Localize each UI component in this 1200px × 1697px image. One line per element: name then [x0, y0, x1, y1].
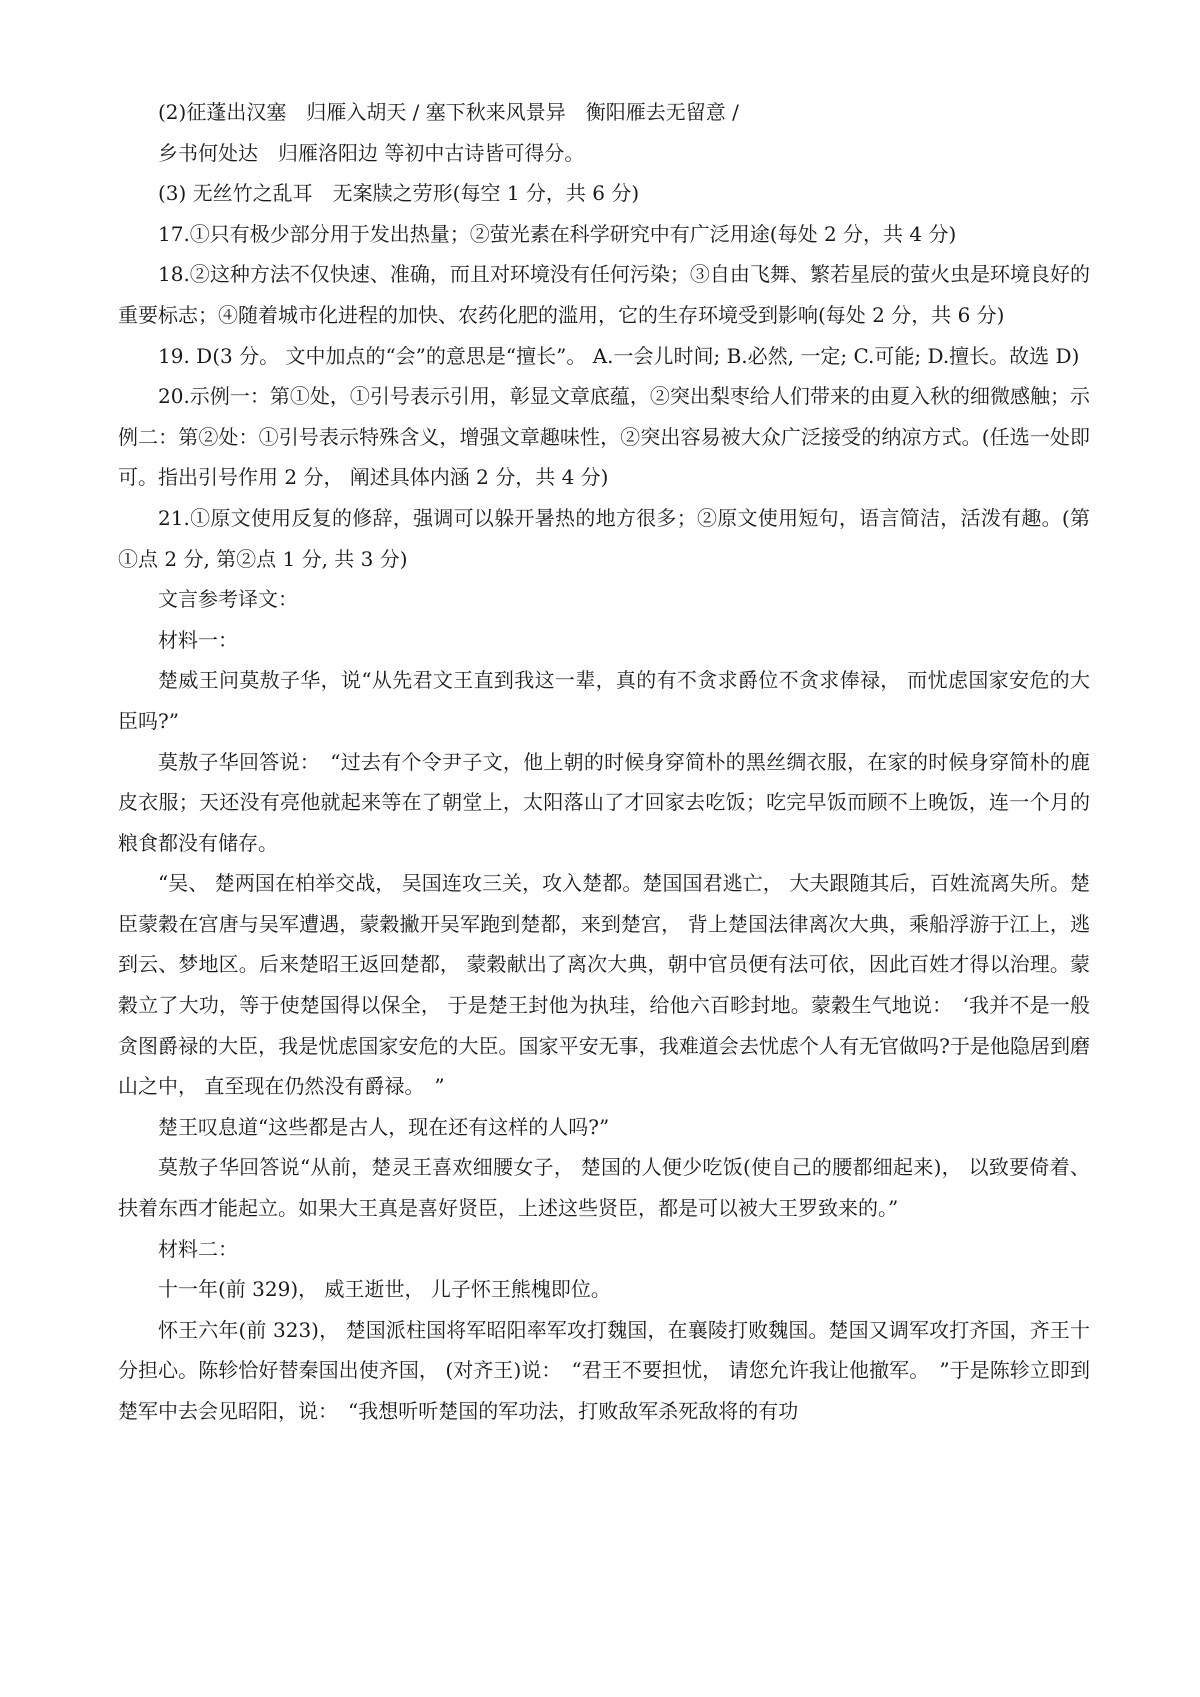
translation-paragraph: “吴、 楚两国在柏举交战， 吴国连攻三关，攻入楚都。楚国国君逃亡， 大夫跟随其后，百姓流离失所。楚臣蒙穀在宫唐与吴军遭遇，蒙穀撇开吴军跑到楚都，来到楚宫， 背上楚国法律离次大典，乘船浮游于江上，逃到云、梦地区。后来楚昭王返回楚都， 蒙穀献出了离次大典，朝中官员便有法可依，因此百姓才得以治理。蒙穀立了大功，等于使楚国得以保全， 于是楚王封他为执珪，给他六百畛封地。蒙穀生气地说： ‘我并不是一般贪图爵禄的大臣，我是忧虑国家安危的大臣。国家平安无事，我难道会去忧虑个人有无官做吗?于是他隐居到磨山之中， 直至现在仍然没有爵禄。 ” — [118, 871, 1090, 1099]
translation-paragraph: 怀王六年(前 323)， 楚国派柱国将军昭阳率军攻打魏国，在襄陵打败魏国。楚国又调军攻打齐国，齐王十分担心。陈轸恰好替秦国出使齐国， (对齐王)说： “君王不要担忧， 请您允许我让他撤军。 ”于是陈轸立即到楚军中去会见昭阳，说： “我想听听楚国的军功法，打败敌军杀死敌将的有功 — [118, 1317, 1090, 1423]
material-two-heading: 材料二： — [158, 1236, 238, 1261]
translation-heading: 文言参考译文： — [158, 587, 298, 612]
translation-paragraph: 十一年(前 329)， 威王逝世， 儿子怀王熊槐即位。 — [158, 1277, 611, 1302]
answer-20: 20.示例一：第①处，①引号表示引用，彰显文章底蕴，②突出梨枣给人们带来的由夏入秋的细微感触；示例二：第②处：①引号表示特殊含义，增强文章趣味性，②突出容易被大众广泛接受的纳凉方式。(任选一处即可。指出引号作用 2 分， 阐述具体内涵 2 分，共 4 分) — [118, 384, 1090, 490]
translation-paragraph: 楚威王问莫敖子华，说“从先君文王直到我这一辈，真的有不贪求爵位不贪求俸禄， 而忧虑国家安危的大臣吗?” — [118, 668, 1090, 733]
answer-line-2-poems-cont: 乡书何处达 归雁洛阳边 等初中古诗皆可得分。 — [158, 140, 585, 165]
translation-paragraph: 莫敖子华回答说“从前，楚灵王喜欢细腰女子， 楚国的人便少吃饭(使自己的腰都细起来)， 以致要倚着、扶着东西才能起立。如果大王真是喜好贤臣，上述这些贤臣，都是可以被大王罗致来的。” — [118, 1155, 1090, 1221]
material-one-heading: 材料一： — [158, 627, 238, 652]
translation-paragraph: 莫敖子华回答说： “过去有个令尹子文，他上朝的时候身穿简朴的黑丝绸衣服，在家的时候身穿简朴的鹿皮衣服；天还没有亮他就起来等在了朝堂上，太阳落山了才回家去吃饭；吃完早饭而顾不上晚饭，连一个月的粮食都没有储存。 — [118, 749, 1090, 855]
answer-21: 21.①原文使用反复的修辞，强调可以躲开暑热的地方很多；②原文使用短句，语言简洁，活泼有趣。(第①点 2 分, 第②点 1 分, 共 3 分) — [118, 505, 1090, 571]
answer-19: 19. D(3 分。 文中加点的“会”的意思是“擅长”。 A.一会儿时间; B.必然, 一定; C.可能; D.擅长。故选 D) — [158, 343, 1080, 368]
answer-line-2-poems: (2)征蓬出汉塞 归雁入胡天 / 塞下秋来风景异 衡阳雁去无留意 / — [158, 100, 739, 124]
answer-17: 17.①只有极少部分用于发出热量；②萤光素在科学研究中有广泛用途(每处 2 分，共 4 分) — [158, 221, 957, 246]
translation-paragraph: 楚王叹息道“这些都是古人，现在还有这样的人吗?” — [158, 1114, 610, 1139]
answer-line-3: (3) 无丝竹之乱耳 无案牍之劳形(每空 1 分，共 6 分) — [158, 181, 640, 206]
answer-18: 18.②这种方法不仅快速、准确，而且对环境没有任何污染；③自由飞舞、繁若星辰的萤火虫是环境良好的重要标志；④随着城市化进程的加快、农药化肥的滥用，它的生存环境受到影响(每处 2 分，共 6 分) — [118, 262, 1090, 327]
